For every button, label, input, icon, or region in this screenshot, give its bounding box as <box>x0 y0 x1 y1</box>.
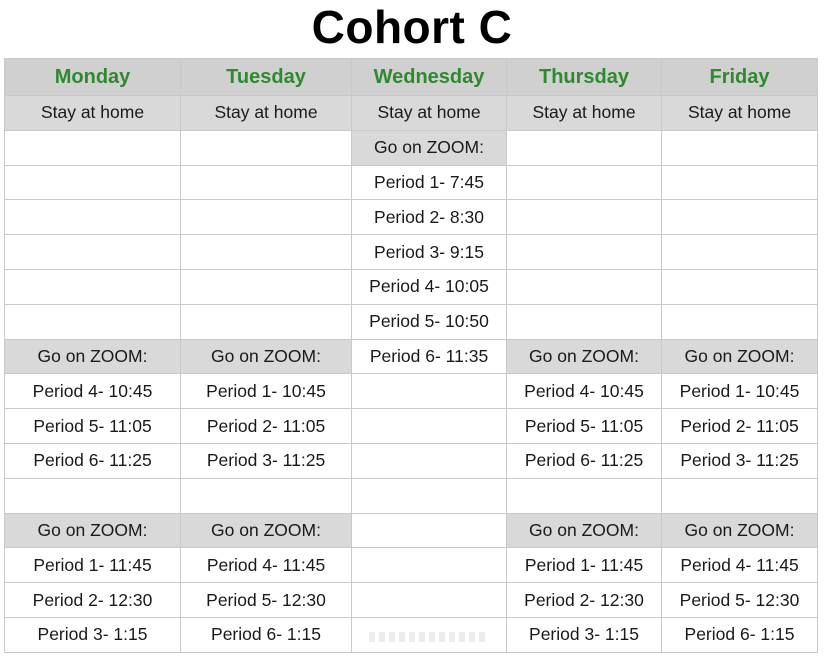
table-row <box>5 200 818 235</box>
table-cell: Period 2- 8:30 <box>352 200 507 235</box>
table-cell: Period 3- 11:25 <box>662 443 818 478</box>
table-cell <box>352 583 507 618</box>
table-cell: Go on ZOOM: <box>352 130 507 165</box>
table-cell: Period 1- 7:45 <box>352 165 507 200</box>
table-cell: Period 5- 11:05 <box>5 409 181 444</box>
table-cell <box>507 235 662 270</box>
table-cell: Period 4- 10:45 <box>507 374 662 409</box>
table-cell <box>507 130 662 165</box>
table-cell: Period 1- 10:45 <box>181 374 352 409</box>
table-cell: Period 5- 12:30 <box>662 583 818 618</box>
day-header-wednesday: Wednesday <box>352 59 507 96</box>
table-cell: Period 4- 11:45 <box>181 548 352 583</box>
table-cell <box>662 269 818 304</box>
table-row <box>5 583 818 618</box>
table-row <box>5 374 818 409</box>
table-cell: Go on ZOOM: <box>5 339 181 374</box>
table-row <box>5 548 818 583</box>
table-cell <box>507 304 662 339</box>
table-cell <box>662 478 818 513</box>
table-cell: Go on ZOOM: <box>5 513 181 548</box>
table-cell <box>352 374 507 409</box>
table-cell: Period 2- 12:30 <box>5 583 181 618</box>
table-cell: Period 2- 11:05 <box>181 409 352 444</box>
table-cell <box>181 304 352 339</box>
table-cell: Go on ZOOM: <box>181 339 352 374</box>
table-cell <box>181 130 352 165</box>
table-cell <box>5 304 181 339</box>
table-cell: Period 1- 10:45 <box>662 374 818 409</box>
table-cell <box>352 409 507 444</box>
table-cell: Period 2- 11:05 <box>662 409 818 444</box>
table-cell <box>507 165 662 200</box>
day-header-monday: Monday <box>5 59 181 96</box>
table-cell: Stay at home <box>352 96 507 131</box>
table-row <box>5 617 818 652</box>
table-cell <box>5 235 181 270</box>
table-cell: Period 4- 10:05 <box>352 269 507 304</box>
table-cell: Stay at home <box>181 96 352 131</box>
table-cell <box>662 130 818 165</box>
table-cell <box>352 443 507 478</box>
table-cell: Period 6- 1:15 <box>662 617 818 652</box>
table-cell: Go on ZOOM: <box>662 339 818 374</box>
table-cell: Period 3- 1:15 <box>5 617 181 652</box>
table-cell: Stay at home <box>5 96 181 131</box>
table-cell: Period 6- 11:25 <box>507 443 662 478</box>
header-row <box>5 59 818 96</box>
table-cell <box>5 478 181 513</box>
table-cell <box>352 617 507 652</box>
table-cell <box>5 130 181 165</box>
table-cell <box>352 548 507 583</box>
table-cell <box>181 235 352 270</box>
table-row <box>5 304 818 339</box>
table-cell: Go on ZOOM: <box>507 339 662 374</box>
table-cell: Stay at home <box>507 96 662 131</box>
table-cell: Period 5- 10:50 <box>352 304 507 339</box>
table-cell <box>662 165 818 200</box>
table-cell <box>662 304 818 339</box>
table-cell <box>5 165 181 200</box>
table-cell: Period 4- 11:45 <box>662 548 818 583</box>
table-cell: Period 2- 12:30 <box>507 583 662 618</box>
table-cell <box>507 478 662 513</box>
table-cell <box>5 200 181 235</box>
table-cell <box>181 269 352 304</box>
table-cell: Period 6- 1:15 <box>181 617 352 652</box>
table-cell: Period 3- 9:15 <box>352 235 507 270</box>
table-cell: Go on ZOOM: <box>662 513 818 548</box>
table-row <box>5 130 818 165</box>
table-cell: Period 1- 11:45 <box>507 548 662 583</box>
table-cell <box>181 200 352 235</box>
table-cell: Go on ZOOM: <box>507 513 662 548</box>
table-cell: Stay at home <box>662 96 818 131</box>
table-cell: Period 6- 11:25 <box>5 443 181 478</box>
table-cell: Period 3- 11:25 <box>181 443 352 478</box>
table-cell: Period 6- 11:35 <box>352 339 507 374</box>
day-header-friday: Friday <box>662 59 818 96</box>
table-row <box>5 235 818 270</box>
table-cell: Period 3- 1:15 <box>507 617 662 652</box>
schedule-table <box>4 58 818 653</box>
table-cell <box>507 200 662 235</box>
table-cell <box>181 478 352 513</box>
table-cell: Period 4- 10:45 <box>5 374 181 409</box>
table-cell <box>507 269 662 304</box>
table-row <box>5 96 818 131</box>
table-cell <box>662 200 818 235</box>
table-row <box>5 165 818 200</box>
page-title: Cohort C <box>311 1 513 53</box>
day-header-thursday: Thursday <box>507 59 662 96</box>
table-row <box>5 339 818 374</box>
table-row <box>5 443 818 478</box>
table-row <box>5 478 818 513</box>
faint-watermark-stripe <box>369 632 489 642</box>
table-cell: Period 5- 11:05 <box>507 409 662 444</box>
day-header-tuesday: Tuesday <box>181 59 352 96</box>
table-cell <box>352 513 507 548</box>
table-row <box>5 513 818 548</box>
table-row <box>5 409 818 444</box>
table-cell: Period 1- 11:45 <box>5 548 181 583</box>
table-cell: Period 5- 12:30 <box>181 583 352 618</box>
table-row <box>5 269 818 304</box>
table-cell: Go on ZOOM: <box>181 513 352 548</box>
table-cell <box>181 165 352 200</box>
table-cell <box>352 478 507 513</box>
table-cell <box>662 235 818 270</box>
table-cell <box>5 269 181 304</box>
